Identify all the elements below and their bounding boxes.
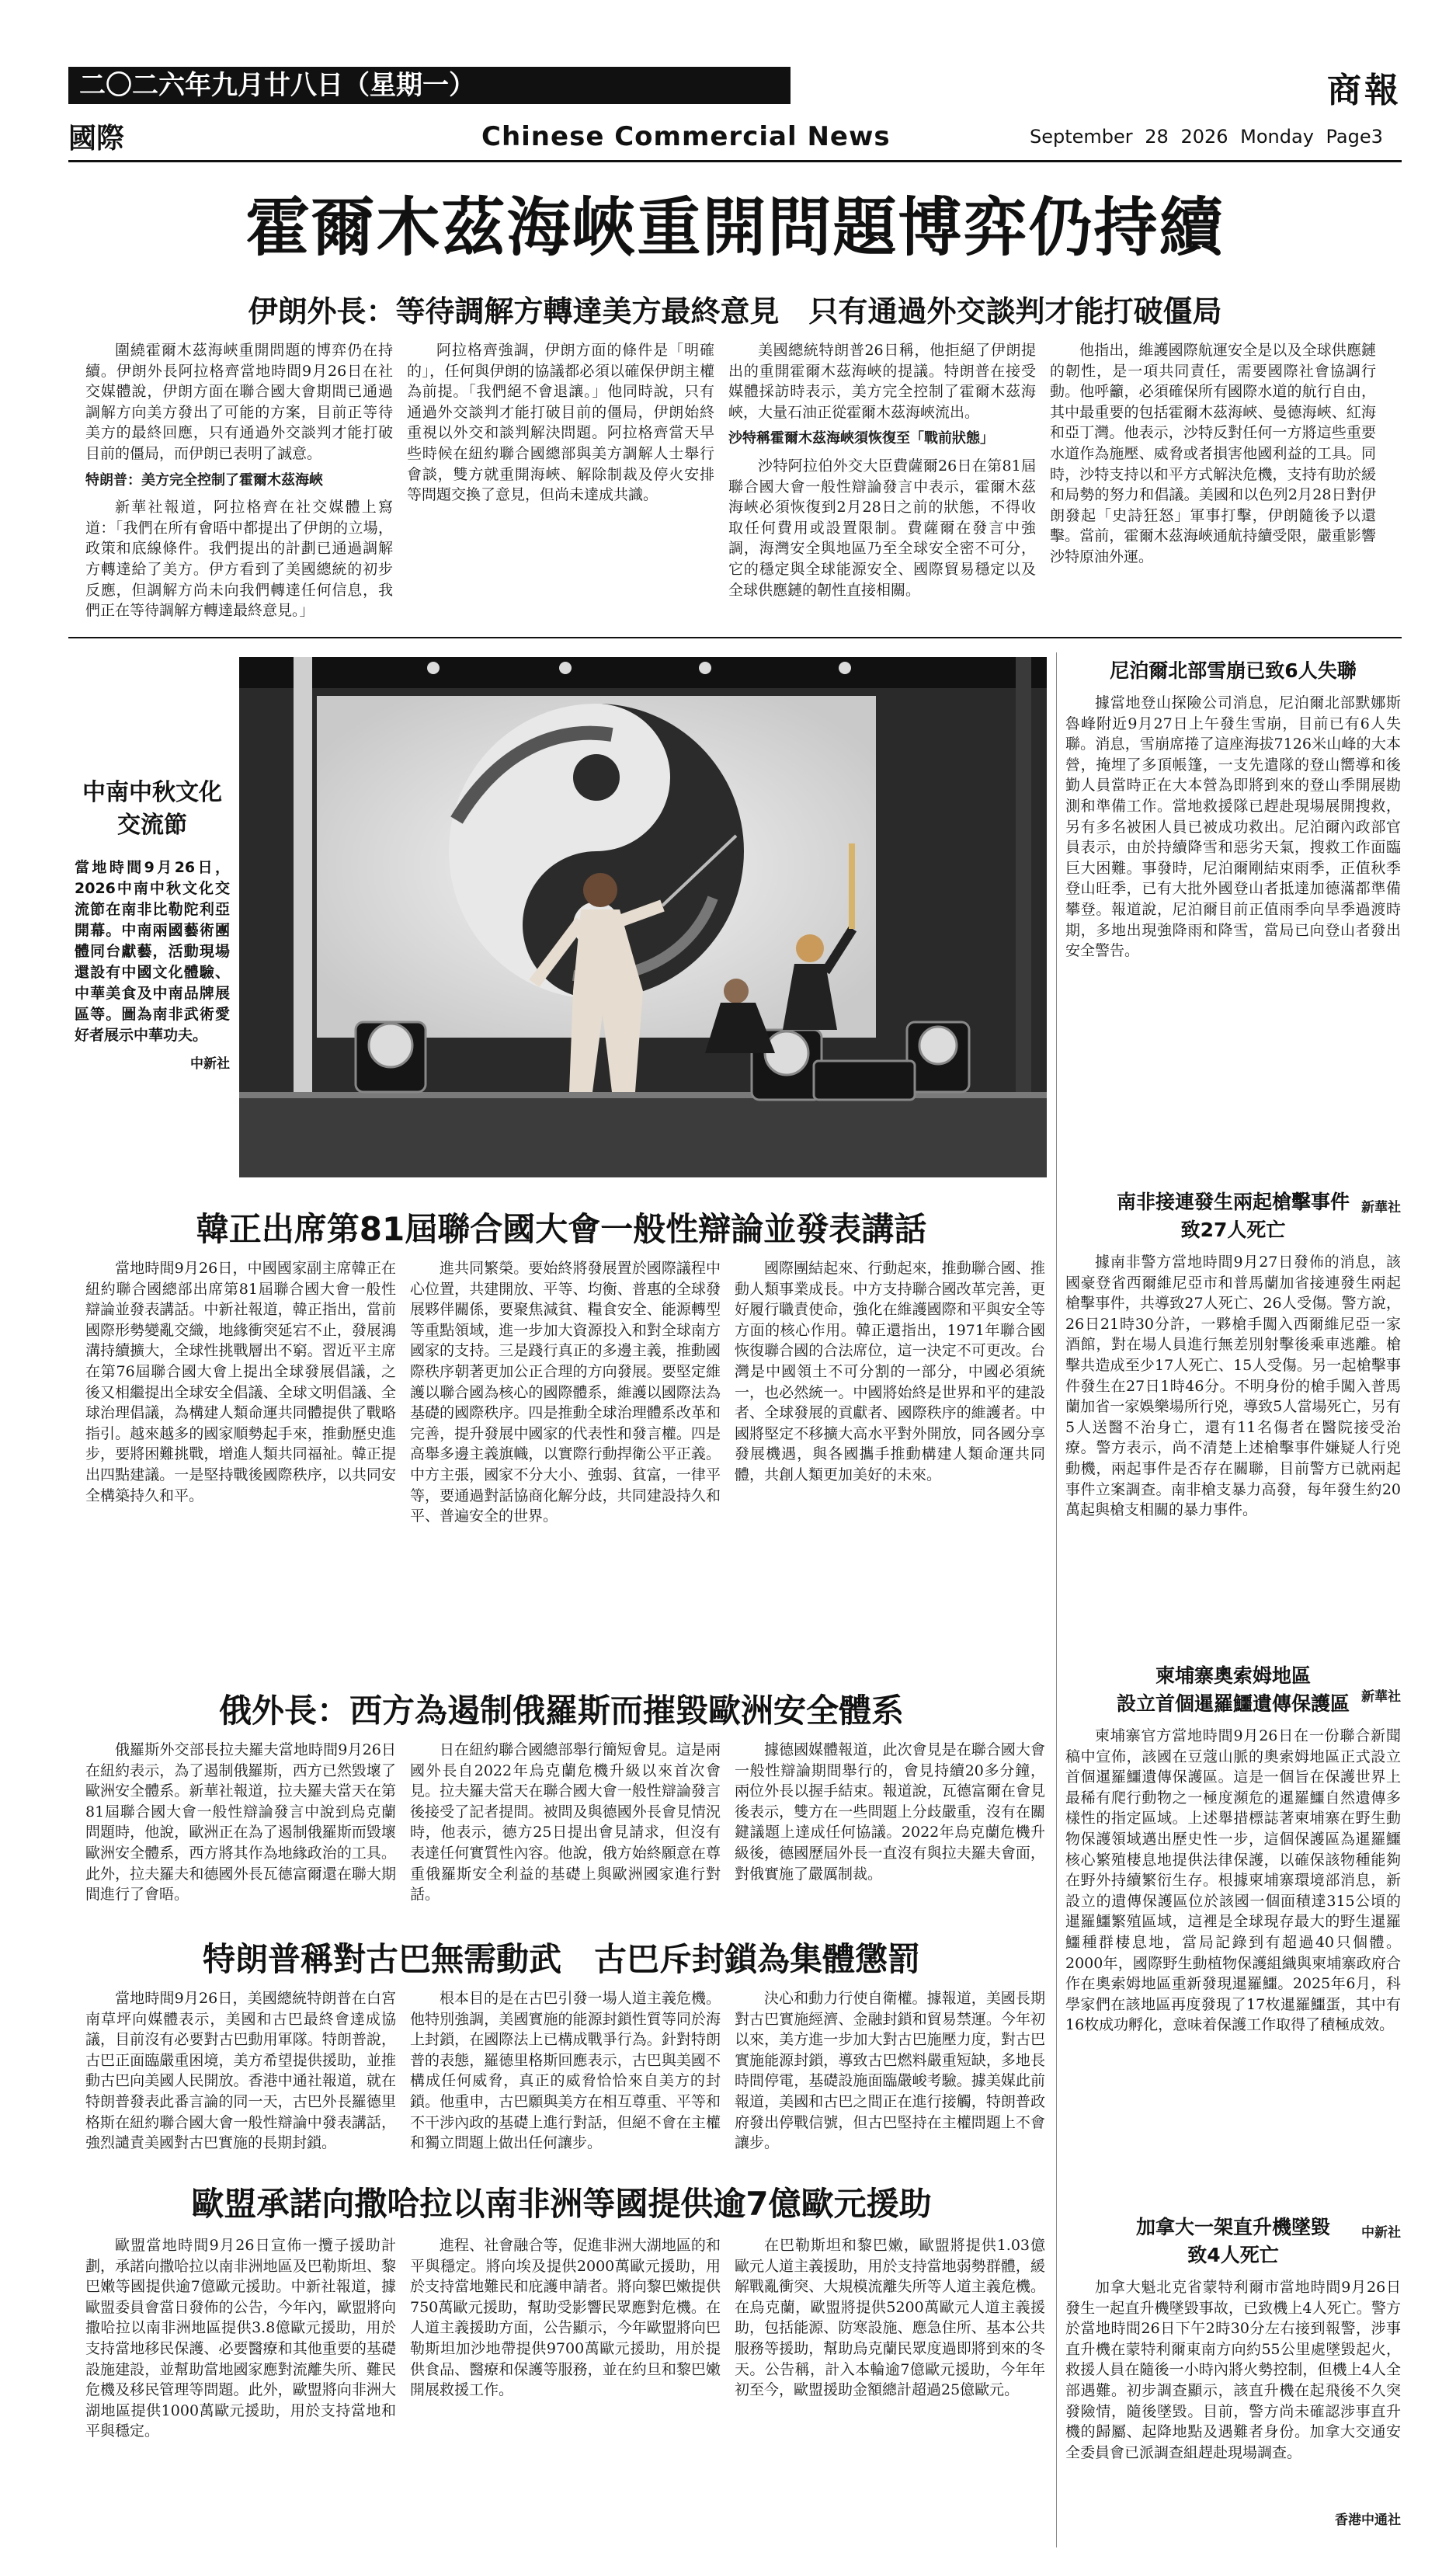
story-credit: 新華社: [1361, 1689, 1401, 1705]
lead-subhead: 伊朗外長：等待調解方轉達美方最終意見 只有通過外交談判才能打破僵局: [248, 294, 1222, 329]
photo-caption-text: 當地時間9月26日，2026中南中秋文化交流節在南非比勒陀利亞開幕。中南兩國藝術團體同台獻藝，活動現場還設有中國文化體驗、中華美食及中南品牌展區等。圖為南非武術愛好者展示中華功夫。: [75, 859, 230, 1044]
cuba-headline: 特朗普稱對古巴無需動武 古巴斥封鎖為集體懲罰: [202, 1940, 920, 1978]
lead-paragraph: 阿拉格齊強調，伊朗方面的條件是「明確的」，任何與伊朗的協議都必須以確保伊朗主權為前提。「我們絕不會退讓。」他同時說，只有通過外交談判才能打破目前的僵局，伊朗始終重視以外交和談判解決問題。阿拉格齊當天早些時候在紐約聯合國總部與美方調解人士舉行會談，雙方就重開海峽、解除制裁及停火安排等問題交換了意見，但尚未達成共識。: [407, 342, 714, 504]
story-headline: 南非接連發生兩起槍擊事件 致27人死亡: [1116, 1191, 1350, 1241]
story-paragraph: 俄羅斯外交部長拉夫羅夫當地時間9月26日在紐約表示，為了遏制俄羅斯，西方已然毀壞了歐洲安全體系。新華社報道，拉夫羅夫當天在第81屆聯合國大會一般性辯論發言中說到烏克蘭問題時，他說，歐洲正在為了遏制俄羅斯而毀壞歐洲安全體系，西方將其作為地緣政治的工具。此外，拉夫羅夫和德國外長瓦德富爾還在聯大期間進行了會晤。: [85, 1741, 396, 1904]
south-africa-story: [1065, 1188, 1401, 1708]
lead-inline-subhead: 特朗普：美方完全控制了霍爾木茲海峽: [85, 471, 323, 489]
lavrov-column-3: [735, 1740, 1045, 1918]
story-paragraph: 柬埔寨官方當地時間9月26日在一份聯合新聞稿中宣佈，該國在豆蔻山脈的奧索姆地區正式設立首個暹羅鱷遺傳保護區。這是一個旨在保護世界上最稀有爬行動物之一極度瀕危的暹羅鱷自然遺傳多樣性的指定區域。上述舉措標誌著柬埔寨在野生動物保護領域邁出歷史性一步，這個保護區為暹羅鱷核心繁殖棲息地提供法律保護，以確保該物種能夠在野外持續繁衍生存。根據柬埔寨環境部消息，新設立的遺傳保護區位於該國一個面積達315公頃的暹羅鱷繁殖區域，這裡是全球現存最大的野生暹羅鱷種群棲息地，當局記錄到有超過40只個體。2000年，國際野生動植物保護組織與柬埔寨政府合作在奧索姆地區重新發現暹羅鱷。2025年6月，科學家們在該地區再度發現了17枚暹羅鱷蛋，其中有16枚成功孵化，意味着保護工作取得了積極成效。: [1065, 1727, 1401, 2034]
photo-caption: [75, 777, 230, 1072]
lead-column-4: [1050, 340, 1376, 620]
festival-photo: [239, 657, 1047, 1177]
eu-column-2: [410, 2235, 721, 2530]
story-paragraph: 歐盟當地時間9月26日宣佈一攬子援助計劃，承諾向撒哈拉以南非洲地區及巴勒斯坦、黎巴嫩等國提供逾7億歐元援助。中新社報道，據歐盟委員會當日發佈的公告，今年內，歐盟將向撒哈拉以南非洲地區提供3.8億歐元援助，用於支持當地移民保護、必要醫療和其他重要的基礎設施建設，並幫助當地國家應對流離失所、難民危機及移民管理等問題。此外，歐盟將向非洲大湖地區提供1000萬歐元援助，用於支持當地和平與穩定。: [85, 2237, 396, 2440]
paper-name: 商報: [1327, 71, 1402, 110]
story-paragraph: 當地時間9月26日，美國總統特朗普在白宮南草坪向媒體表示，美國和古巴最終會達成協議，目前沒有必要對古巴動用軍隊。特朗普說，古巴正面臨嚴重困境，美方希望提供援助，並推動古巴向美國人民開放。香港中通社報道，就在特朗普發表此番言論的同一天，古巴外長羅德里格斯在紐約聯合國大會一般性辯論中發表講話，強烈譴責美國對古巴實施的長期封鎖。: [85, 1990, 396, 2152]
column-rule: [1056, 652, 1057, 2547]
story-paragraph: 據德國媒體報道，此次會見是在聯合國大會一般性辯論期間舉行的，會見持續20多分鐘，兩位外長以握手結束。報道說，瓦德富爾在會見後表示，雙方在一些問題上分歧嚴重，沒有在關鍵議題上達成任何協議。2022年烏克蘭危機升級後，德國歷屆外長一直沒有與拉夫羅夫會面，對俄實施了嚴厲制裁。: [735, 1741, 1045, 1883]
lead-inline-subhead: 沙特稱霍爾木茲海峽須恢復至「戰前狀態」: [728, 430, 994, 447]
paper-english-name: Chinese Commercial News: [481, 121, 891, 152]
eu-column-1: [85, 2235, 396, 2530]
cambodia-story: [1065, 1662, 1401, 2244]
eu-headline: 歐盟承諾向撒哈拉以南非洲等國提供逾7億歐元援助: [191, 2185, 932, 2223]
story-paragraph: 據南非警方當地時間9月27日發佈的消息，該國豪登省西爾維尼亞市和普馬蘭加省接連發生兩起槍擊事件，共導致27人死亡、26人受傷。警方說，26日21時30分許，一夥槍手闖入西爾維尼亞一家酒館，對在場人員進行無差別射擊後乘車逃離。槍擊共造成至少17人死亡、15人受傷。另一起槍擊事件發生在27日1時46分。不明身份的槍手闖入普馬蘭加省一家娛樂場所行兇，導致5人當場死亡，另有5人送醫不治身亡，還有11名傷者在醫院接受治療。警方表示，尚不清楚上述槍擊事件嫌疑人行兇動機，兩起事件是否存在關聯，目前警方已就兩起事件立案調查。南非槍支暴力高發，每年發生約20萬起與槍支相關的暴力事件。: [1065, 1254, 1401, 1519]
han-column-3: [735, 1258, 1045, 1678]
lead-column-2: [407, 340, 714, 620]
eu-column-3: [735, 2235, 1045, 2530]
story-paragraph: 日在紐約聯合國總部舉行簡短會見。這是兩國外長自2022年烏克蘭危機升級以來首次會見。拉夫羅夫當天在聯合國大會一般性辯論發言後接受了記者提問。被問及與德國外長會見情況時，他表示，德方25日提出會見請求，但沒有表達任何實質性內容。他說，俄方始終願意在尊重俄羅斯安全利益的基礎上與歐洲國家進行對話。: [410, 1741, 721, 1904]
cuba-column-3: [735, 1988, 1045, 2159]
han-column-1: [85, 1258, 396, 1678]
han-column-2: [410, 1258, 721, 1678]
photo-credit: 中新社: [190, 1056, 230, 1072]
nepal-story: [1065, 657, 1401, 1219]
story-headline: 加拿大一架直升機墜毀 致4人死亡: [1135, 2216, 1330, 2266]
lead-paragraph: 新華社報道，阿拉格齊在社交媒體上寫道：「我們在所有會晤中都提出了伊朗的立場，政策和底線條件。我們提出的計劃已通過調解方轉達給了美方。伊方看到了美國總統的初步反應，但調解方尚未向我們轉達任何信息，我們正在等待調解方轉達最終意見。」: [85, 499, 393, 620]
story-paragraph: 在巴勒斯坦和黎巴嫩，歐盟將提供1.03億歐元人道主義援助，用於支持當地弱勢群體，緩解戰亂衝突、大規模流離失所等人道主義危機。在烏克蘭，歐盟將提供5200萬歐元人道主義援助，包括能源、防寒設施、應急住所、基本公共服務等援助，幫助烏克蘭民眾度過即將到來的冬天。公告稱，計入本輪逾7億歐元援助，今年年初至今，歐盟援助金額總計超過25億歐元。: [735, 2237, 1045, 2399]
story-body: [1065, 693, 1401, 1198]
story-credit: 香港中通社: [1335, 2513, 1401, 2528]
lead-headline: 霍爾木茲海峽重開問題博弈仍持續: [245, 191, 1225, 265]
canada-story: [1065, 2214, 1401, 2531]
story-body: [1065, 2277, 1401, 2510]
date-banner: 二〇二六年九月廿八日（星期一）: [68, 67, 791, 104]
han-headline: 韓正出席第81屆聯合國大會一般性辯論並發表講話: [196, 1210, 927, 1248]
story-headline: 柬埔寨奧索姆地區 設立首個暹羅鱷遺傳保護區: [1116, 1664, 1350, 1715]
story-body: [1065, 1252, 1401, 1687]
lead-paragraph: 美國總統特朗普26日稱，他拒絕了伊朗提出的重開霍爾木茲海峽的提議。特朗普在接受媒體採訪時表示，美方完全控制了霍爾木茲海峽，大量石油正從霍爾木茲海峽流出。: [728, 342, 1036, 421]
story-paragraph: 據當地登山探險公司消息，尼泊爾北部默娜斯魯峰附近9月27日上午發生雪崩，目前已有6人失聯。消息，雪崩席捲了這座海拔7126米山峰的大本營，掩埋了多頂帳篷，一支先遣隊的登山嚮導和後勤人員當時正在大本營為即將到來的登山季開展勘測和準備工作。當地救援隊已趕赴現場展開搜救，另有多名被困人員已被成功救出。尼泊爾內政部官員表示，由於持續降雪和惡劣天氣，搜救工作面臨巨大困難。事發時，尼泊爾剛結束雨季，正值秋季登山旺季，已有大批外國登山者抵達加德滿都準備攀登。報道說，尼泊爾目前正值雨季向旱季過渡時期，多地出現強降雨和降雪，當局已向登山者發出安全警告。: [1065, 694, 1401, 960]
stage-performance-image: [239, 657, 1047, 1177]
photo-caption-title: 中南中秋文化交流節: [82, 779, 222, 839]
story-body: [1065, 1726, 1401, 2223]
lavrov-column-2: [410, 1740, 721, 1918]
lead-paragraph: 他指出，維護國際航運安全是以及全球供應鏈的韌性，是一項共同責任，需要國際社會協調行動。他呼籲，必須確保所有國際水道的航行自由，其中最重要的包括霍爾木茲海峽、曼德海峽、紅海和亞丁灣。他表示，沙特反對任何一方將這些重要水道作為施壓、威脅或者損害他國利益的工具。同時，沙特支持以和平方式解決危機，支持有助於緩和局勢的努力和倡議。美國和以色列2月28日對伊朗發起「史詩狂怒」軍事打擊，伊朗隨後予以還擊。當前，霍爾木茲海峽通航持續受限，嚴重影響沙特原油外運。: [1050, 342, 1376, 565]
story-paragraph: 國際團結起來、行動起來，推動聯合國、推動人類事業成長。中方支持聯合國改革完善，更好履行職責使命，強化在維護國際和平與安全等方面的核心作用。韓正還指出，1971年聯合國恢復聯合國的合法席位，這一決定不可更改。台灣是中國領土不可分割的一部分，中國必須統一，也必然統一。中國將始終是世界和平的建設者、全球發展的貢獻者、國際秩序的維護者。中國將堅定不移擴大高水平對外開放，同各國分享發展機遇，與各國攜手推動構建人類命運共同體，共創人類更加美好的未來。: [735, 1260, 1045, 1483]
story-credit: 中新社: [1361, 2225, 1401, 2241]
story-paragraph: 當地時間9月26日，中國國家副主席韓正在紐約聯合國總部出席第81屆聯合國大會一般性辯論並發表講話。中新社報道，韓正指出，當前國際形勢變亂交織，地緣衝突延宕不止，發展鴻溝持續擴大，全球性挑戰層出不窮。習近平主席在第76屆聯合國大會上提出全球發展倡議，之後又相繼提出全球安全倡議、全球文明倡議、全球治理倡議，為構建人類命運共同體提供了戰略指引。越來越多的國家順勢起手來，推動歷史進步，要將困難挑戰，增進人類共同福祉。韓正提出四點建議。一是堅持戰後國際秩序，以共同安全構築持久和平。: [85, 1260, 396, 1504]
lavrov-column-1: [85, 1740, 396, 1918]
lavrov-headline: 俄外長：西方為遏制俄羅斯而摧毀歐洲安全體系: [218, 1692, 904, 1730]
lead-paragraph: 沙特阿拉伯外交大臣費薩爾26日在第81屆聯合國大會一般性辯論發言中表示，霍爾木茲海峽必須恢復到2月28日之前的狀態，不得收取任何費用或設置限制。費薩爾在發言中強調，海灣安全與地區乃至全球安全密不可分，它的穩定與全球能源安全、國際貿易穩定以及全球供應鏈的韌性直接相關。: [728, 457, 1036, 599]
story-paragraph: 加拿大魁北克省蒙特利爾市當地時間9月26日發生一起直升機墜毀事故，已致機上4人死亡。警方於當地時間26日下午2時30分左右接到報警，涉事直升機在蒙特利爾東南方向約55公里處墜毀起火，救援人員在隨後一小時內將火勢控制，但機上4人全部遇難。初步調查顯示，該直升機在起飛後不久突發險情，隨後墜毀。目前，警方尚未確認涉事直升機的歸屬、起降地點及遇難者身份。加拿大交通安全委員會已派調查組趕赴現場調查。: [1065, 2279, 1401, 2461]
cuba-column-2: [410, 1988, 721, 2159]
edition-info: September 28 2026 Monday Page3: [1030, 126, 1383, 148]
section-label: 國際: [68, 123, 125, 155]
story-credit: 新華社: [1361, 1200, 1401, 1215]
lead-paragraph: 圍繞霍爾木茲海峽重開問題的博弈仍在持續。伊朗外長阿拉格齊當地時間9月26日在社交媒體說，伊朗方面在聯合國大會期間已通過調解方向美方發出了可能的方案，目前正等待美方的最終回應，只有通過外交談判才能打破目前的僵局，而伊朗已表明了誠意。: [85, 342, 393, 462]
story-paragraph: 根本目的是在古巴引發一場人道主義危機。他特別強調，美國實施的能源封鎖性質等同於海上封鎖，在國際法上已構成戰爭行為。針對特朗普的表態，羅德里格斯回應表示，古巴與美國不構成任何威脅，真正的威脅恰恰來自美方的封鎖。他重申，古巴願與美方在相互尊重、平等和不干涉內政的基礎上進行對話，但絕不會在主權和獨立問題上做出任何讓步。: [410, 1990, 721, 2152]
lead-column-3: [728, 340, 1036, 620]
story-headline: 尼泊爾北部雪崩已致6人失聯: [1110, 659, 1357, 682]
masthead-rule: [68, 160, 1402, 162]
story-paragraph: 進程、社會融合等，促進非洲大湖地區的和平與穩定。將向埃及提供2000萬歐元援助，用於支持當地難民和庇護申請者。將向黎巴嫩提供750萬歐元援助，幫助受影響民眾應對危機。在人道主義援助方面，公告顯示，今年歐盟將向巴勒斯坦加沙地帶提供9700萬歐元援助，用於提供食品、醫療和保護等服務，並在約旦和黎巴嫩開展救援工作。: [410, 2237, 721, 2399]
section-divider: [68, 637, 1402, 638]
lead-column-1: [85, 340, 393, 620]
cuba-column-1: [85, 1988, 396, 2159]
story-paragraph: 決心和動力行使自衛權。據報道，美國長期對古巴實施經濟、金融封鎖和貿易禁運。今年初以來，美方進一步加大對古巴施壓力度，對古巴實施能源封鎖，導致古巴燃料嚴重短缺，多地長時間停電，基礎設施面臨嚴峻考驗。據美媒此前報道，美國和古巴之間正在進行接觸，特朗普政府發出停戰信號，但古巴堅持在主權問題上不會讓步。: [735, 1990, 1045, 2152]
story-paragraph: 進共同繁榮。要始終將發展置於國際議程中心位置，共建開放、平等、均衡、普惠的全球發展夥伴關係，要聚焦減貧、糧食安全、能源轉型等重點領域，進一步加大資源投入和對全球南方國家的支持。三是踐行真正的多邊主義，推動國際秩序朝著更加公正合理的方向發展。要堅定維護以聯合國為核心的國際體系，維護以國際法為基礎的國際秩序。四是推動全球治理體系改革和完善，提升發展中國家的代表性和發言權。四是高舉多邊主義旗幟，以實際行動捍衛公平正義。中方主張，國家不分大小、強弱、貧富，一律平等，要通過對話協商化解分歧，共同建設持久和平、普遍安全的世界。: [410, 1260, 721, 1525]
